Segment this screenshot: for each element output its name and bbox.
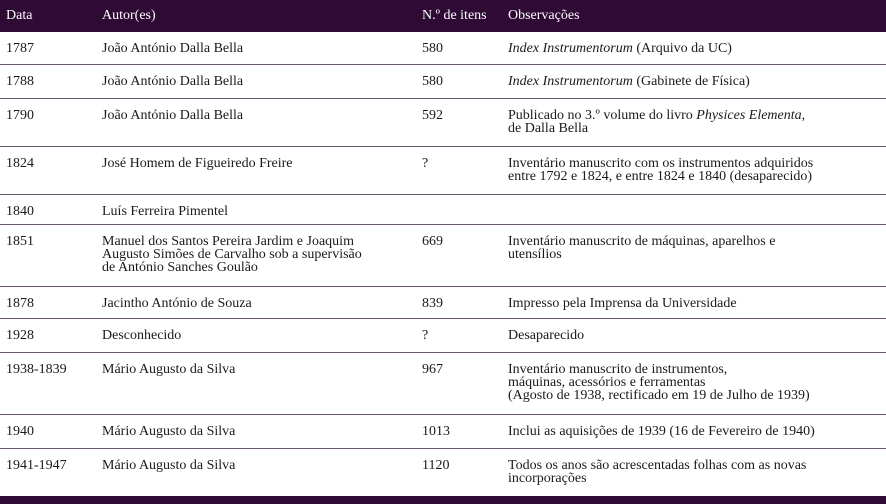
note-text: (Gabinete de Física) xyxy=(632,73,750,89)
cell-author: Jacintho António de Souza xyxy=(96,286,416,318)
cell-note xyxy=(502,32,886,64)
note-text: , xyxy=(801,107,806,123)
author-line: Augusto Simões de Carvalho sob a supervisão xyxy=(102,246,362,262)
cell-note xyxy=(502,98,886,146)
cell-note xyxy=(502,64,886,98)
note-italic: Index Instrumentorum xyxy=(508,41,633,56)
cell-items: ? xyxy=(416,146,502,194)
note-text: máquinas, acessórios e ferramentas xyxy=(508,374,706,390)
note-text: (Arquivo da UC) xyxy=(632,41,732,56)
cell-author: Mário Augusto da Silva xyxy=(102,457,236,473)
author-line: de António Sanches Goulão xyxy=(102,259,258,275)
cell-date: 1851 xyxy=(0,224,96,286)
table-row xyxy=(0,194,886,224)
cell-author: Luís Ferreira Pimentel xyxy=(96,194,416,224)
cell-note xyxy=(502,224,886,286)
cell-author: Mário Augusto da Silva xyxy=(96,352,416,414)
cell-items: 1120 xyxy=(422,457,450,473)
cell-date: 1788 xyxy=(0,64,96,98)
cell-note xyxy=(502,146,886,194)
cell-date: 1787 xyxy=(0,32,96,64)
cell-items: 669 xyxy=(416,224,502,286)
cell-note: Impresso pela Imprensa da Universidade xyxy=(502,286,886,318)
header-authors: Autor(es) xyxy=(96,0,416,32)
cell-note xyxy=(502,448,886,488)
cell-author: José Homem de Figueiredo Freire xyxy=(96,146,416,194)
table-row xyxy=(0,64,886,98)
cell-date: 1941-1947 xyxy=(6,457,67,473)
note-text: entre 1792 e 1824, e entre 1824 e 1840 (desaparecido) xyxy=(508,168,812,184)
header-items: N.º de itens xyxy=(416,0,502,32)
cell-items: ? xyxy=(416,318,502,352)
cell-items: 580 xyxy=(416,32,502,64)
note-text: de Dalla Bella xyxy=(508,120,589,136)
table-row xyxy=(0,414,886,448)
cell-date: 1878 xyxy=(0,286,96,318)
table-footer-bar xyxy=(0,496,886,504)
header-notes: Observações xyxy=(502,0,886,32)
cell-items: 1013 xyxy=(416,414,502,448)
cell-date: 1928 xyxy=(0,318,96,352)
cell-author: Mário Augusto da Silva xyxy=(96,414,416,448)
table-row xyxy=(0,98,886,146)
note-text: (Agosto de 1938, rectificado em 19 de Julho de 1939) xyxy=(508,387,810,403)
cell-author: João António Dalla Bella xyxy=(96,98,416,146)
cell-author xyxy=(96,224,416,286)
cell-note: Inclui as aquisições de 1939 (16 de Fevereiro de 1940) xyxy=(502,414,886,448)
note-italic: Physices Elementa xyxy=(696,107,802,123)
note-text: Inventário manuscrito de instrumentos, xyxy=(508,361,728,377)
table-row xyxy=(0,286,886,318)
header-date: Data xyxy=(0,0,96,32)
table-row xyxy=(0,224,886,286)
cell-date: 1840 xyxy=(0,194,96,224)
cell-author: João António Dalla Bella xyxy=(96,64,416,98)
cell-note xyxy=(502,194,886,224)
cell-date: 1790 xyxy=(0,98,96,146)
header-row xyxy=(0,0,886,32)
cell-items xyxy=(416,194,502,224)
cell-items: 592 xyxy=(416,98,502,146)
cell-author: João António Dalla Bella xyxy=(96,32,416,64)
note-text: Publicado no 3.º volume do livro xyxy=(508,107,697,123)
author-line: Manuel dos Santos Pereira Jardim e Joaquim xyxy=(102,233,354,249)
cell-date: 1938-1839 xyxy=(0,352,96,414)
note-text: Inventário manuscrito de máquinas, aparelhos e xyxy=(508,233,776,249)
note-text: incorporações xyxy=(508,470,587,486)
cell-items: 839 xyxy=(416,286,502,318)
note-italic: Index Instrumentorum xyxy=(508,73,633,89)
table-row xyxy=(0,32,886,64)
cell-note: Desaparecido xyxy=(502,318,886,352)
table-row xyxy=(0,352,886,414)
table-row xyxy=(0,318,886,352)
note-text: Todos os anos são acrescentadas folhas com as novas xyxy=(508,457,807,473)
note-text: utensílios xyxy=(508,246,562,262)
cell-date: 1940 xyxy=(0,414,96,448)
cell-author: Desconhecido xyxy=(96,318,416,352)
table-row xyxy=(0,146,886,194)
cell-date: 1824 xyxy=(0,146,96,194)
cell-note xyxy=(502,352,886,414)
note-text: Inventário manuscrito com os instrumentos adquiridos xyxy=(508,155,814,171)
cell-items: 967 xyxy=(416,352,502,414)
cell-items: 580 xyxy=(416,64,502,98)
table-row xyxy=(0,448,886,488)
